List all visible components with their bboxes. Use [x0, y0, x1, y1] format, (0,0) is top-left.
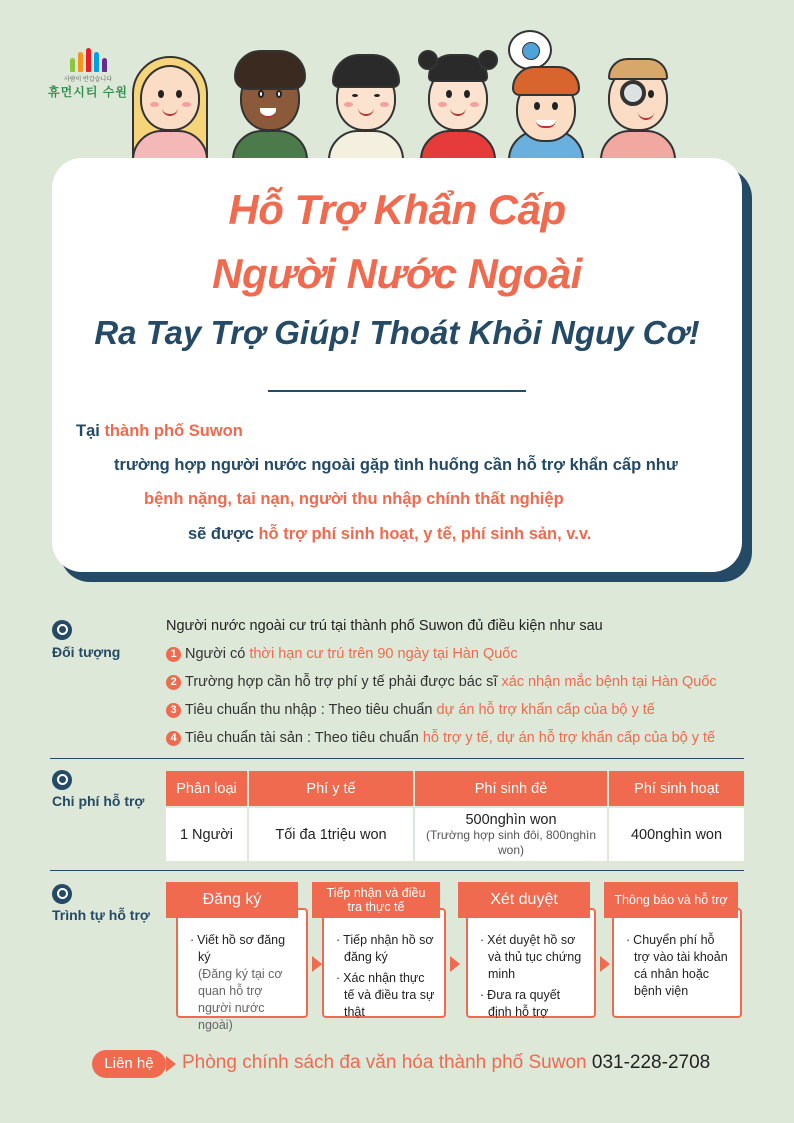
- magnifier-icon: [620, 80, 646, 106]
- title-line-1: Hỗ Trợ Khẩn Cấp: [228, 186, 566, 233]
- logo-name: 휴먼시티 수원: [48, 85, 128, 99]
- contact-office: Phòng chính sách đa văn hóa thành phố Suwon: [182, 1052, 587, 1073]
- character-man-magnifier: [598, 50, 678, 170]
- item-highlight: hỗ trợ y tế, dự án hỗ trợ khẩn cấp của bộ y tế: [422, 730, 716, 746]
- section-divider: [50, 758, 744, 759]
- intro-line-4: [188, 525, 591, 544]
- intro-l4-prefix: sẽ được: [188, 525, 259, 543]
- step-item: · Viết hồ sơ đăng ký: [190, 932, 298, 966]
- table-row: [166, 807, 744, 861]
- cell-birth: [414, 807, 608, 861]
- item-highlight: dự án hỗ trợ khẩn cấp của bộ y tế: [436, 702, 655, 718]
- intro-line-1: [76, 422, 243, 441]
- item-number: 3: [166, 703, 181, 718]
- eligibility-label: Đối tượng: [52, 644, 121, 660]
- characters-illustration: [130, 30, 690, 170]
- col-header: Phân loại: [166, 771, 248, 807]
- title-divider: [268, 390, 526, 392]
- birth-note: (Trường hợp sinh đôi, 800nghìn won): [425, 827, 597, 857]
- step-item: · Đưa ra quyết định hỗ trợ: [480, 987, 586, 1021]
- eligibility-item: [166, 646, 518, 662]
- item-highlight: thời hạn cư trú trên 90 ngày tại Hàn Quốc: [249, 646, 518, 662]
- col-header: Phí y tế: [248, 771, 414, 807]
- step-1-title: Đăng ký: [166, 882, 298, 918]
- contact-label: Liên hệ: [92, 1050, 166, 1078]
- item-number: 1: [166, 647, 181, 662]
- eligibility-heading: Người nước ngoài cư trú tại thành phố Suwon đủ điều kiện như sau: [166, 618, 603, 634]
- arrow-right-icon: [450, 956, 460, 972]
- cell-category: 1 Người: [166, 807, 248, 861]
- item-number: 2: [166, 675, 181, 690]
- step-2-box: [322, 908, 446, 1018]
- intro-l4-highlight: hỗ trợ phí sinh hoạt, y tế, phí sinh sản, v.v.: [258, 525, 592, 543]
- step-1-box: [176, 908, 308, 1032]
- arrow-right-icon: [312, 956, 322, 972]
- eligibility-item: [166, 674, 717, 690]
- eligibility-item: [166, 702, 655, 718]
- title-line-2: Người Nước Ngoài: [212, 250, 582, 297]
- headline-card: [52, 158, 742, 572]
- item-text: Người có: [185, 646, 250, 662]
- subtitle: Ra Tay Trợ Giúp! Thoát Khỏi Nguy Cơ!: [94, 314, 700, 351]
- item-number: 4: [166, 731, 181, 746]
- step-3-box: [466, 908, 596, 1018]
- intro-line-2: trường hợp người nước ngoài gặp tình huống cần hỗ trợ khẩn cấp như: [114, 456, 678, 474]
- step-3-title: Xét duyệt: [458, 882, 590, 918]
- step-4-title: Thông báo và hỗ trợ: [604, 882, 738, 918]
- process-label: Trình tự hỗ trợ: [52, 907, 150, 923]
- birth-amount: 500nghìn won: [465, 811, 557, 828]
- step-item: · Chuyển phí hỗ trợ vào tài khoản cá nhân hoặc bệnh viện: [626, 932, 732, 1000]
- step-item: · Xét duyệt hồ sơ và thủ tục chứng minh: [480, 932, 586, 983]
- intro-line-3: bệnh nặng, tai nạn, người thu nhập chính thất nghiệp: [144, 490, 564, 508]
- costs-table: [166, 771, 744, 861]
- character-redhead-boy: [506, 50, 586, 170]
- step-2-title: Tiếp nhận và điều tra thực tế: [312, 882, 440, 918]
- item-highlight: xác nhận mắc bệnh tại Hàn Quốc: [501, 674, 717, 690]
- logo-tagline: 사람이 반갑습니다: [63, 77, 113, 83]
- step-4-box: [612, 908, 742, 1018]
- person-search-icon: [52, 620, 72, 640]
- step-note: (Đăng ký tại cơ quan hỗ trợ người nước ngoài): [198, 967, 283, 1032]
- character-woman-bun: [326, 50, 406, 170]
- section-divider: [50, 870, 744, 871]
- suwon-logo: [48, 46, 128, 100]
- logo-figures-icon: [48, 46, 128, 72]
- character-curly-boy: [230, 50, 310, 170]
- cell-medical: Tối đa 1triệu won: [248, 807, 414, 861]
- step-item: · Xác nhận thực tế và điều tra sự thật: [336, 970, 436, 1021]
- intro-l1-prefix: Tại: [76, 422, 105, 440]
- character-girl-buns: [418, 50, 498, 170]
- arrow-right-icon: [166, 1056, 176, 1072]
- col-header: Phí sinh hoạt: [608, 771, 744, 807]
- eligibility-item: [166, 730, 715, 746]
- step-item: · Tiếp nhận hồ sơ đăng ký: [336, 932, 436, 966]
- contact-info: [182, 1052, 710, 1074]
- item-text: Trường hợp cần hỗ trợ phí y tế phải được bác sĩ: [185, 674, 502, 690]
- contact-phone: 031-228-2708: [591, 1052, 711, 1073]
- arrow-right-icon: [600, 956, 610, 972]
- person-search-icon: [52, 770, 72, 790]
- col-header: Phí sinh đẻ: [414, 771, 608, 807]
- item-text: Tiêu chuẩn thu nhập : Theo tiêu chuẩn: [185, 702, 437, 718]
- item-text: Tiêu chuẩn tài sản : Theo tiêu chuẩn: [185, 730, 423, 746]
- intro-l1-highlight: thành phố Suwon: [104, 422, 243, 440]
- table-header-row: [166, 771, 744, 807]
- costs-label: Chi phí hỗ trợ: [52, 793, 145, 809]
- character-blonde-girl: [130, 50, 210, 170]
- cell-living: 400nghìn won: [608, 807, 744, 861]
- person-search-icon: [52, 884, 72, 904]
